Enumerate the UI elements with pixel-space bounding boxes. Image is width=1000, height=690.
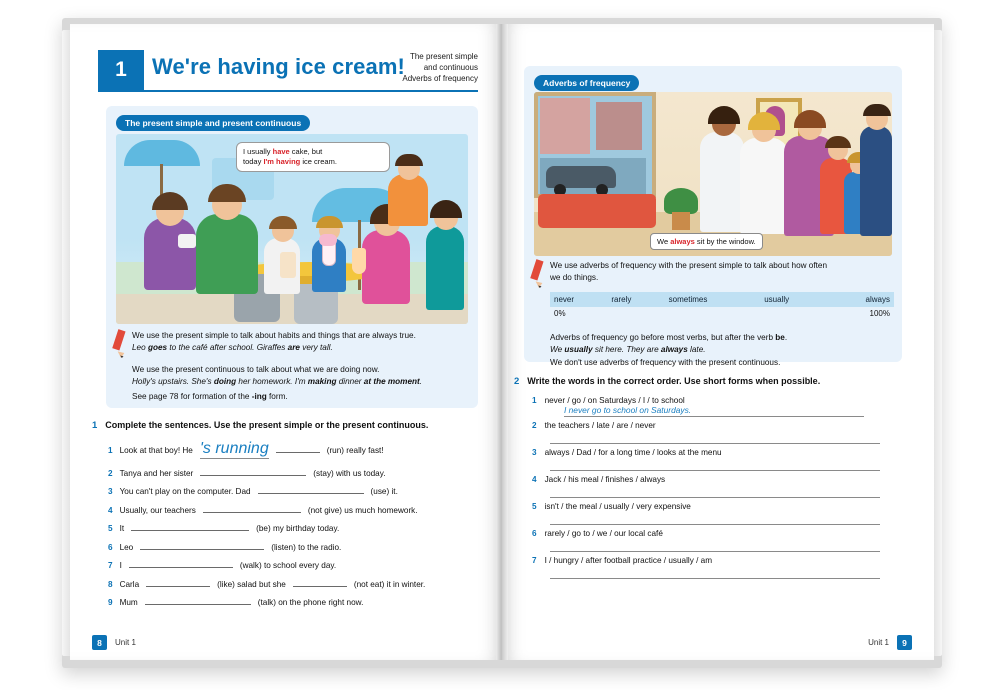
footer-label: Unit 1: [868, 638, 889, 647]
item-prompt: always / Dad / for a long time / looks at the menu: [544, 448, 722, 457]
pc-ex2-verb: making: [307, 377, 337, 387]
speech-line2-pre: today: [243, 157, 264, 167]
exercise-2: [510, 376, 906, 583]
illustration-caption: [650, 233, 763, 250]
note1-c: .: [784, 333, 788, 342]
item-prompt: I: [119, 561, 122, 570]
freq-adverb-rarely: rarely: [611, 295, 632, 304]
objective-line-1: The present simple: [409, 52, 478, 61]
page-number: 9: [897, 635, 912, 650]
list-item[interactable]: [108, 503, 484, 515]
note1-be: be: [775, 333, 785, 342]
item-number: 1: [108, 446, 113, 455]
right-page-footer: [868, 635, 912, 650]
grammar-box-present-simple-continuous: [106, 106, 478, 408]
adverbs-intro-line-2: we do things.: [550, 273, 599, 283]
list-item[interactable]: [108, 484, 484, 496]
frequency-adverbs-row: [550, 292, 894, 307]
exercise-2-number: 2: [514, 376, 520, 387]
item-cue: (listen) to the radio.: [271, 542, 342, 552]
item-answer-blank[interactable]: [550, 430, 880, 444]
item-prompt: rarely / go to / we / our local café: [544, 529, 663, 538]
item-prompt: It: [119, 524, 125, 533]
item-prompt: Mum: [119, 598, 138, 607]
ps-ex2-verb: are: [287, 343, 300, 353]
unit-number-badge: 1: [98, 50, 144, 90]
answer-blank[interactable]: [129, 558, 233, 568]
caption-post: sit by the window.: [694, 237, 756, 246]
pencil-icon: [528, 258, 545, 288]
grammar-ps-line1: We use the present simple to talk about habits and things that are always true.: [132, 331, 416, 340]
item-number: 5: [532, 502, 537, 511]
ps-ex1-verb: goes: [147, 343, 168, 353]
ps-ex1-c: to the café after school.: [167, 343, 255, 353]
note-line-3: We don't use adverbs of frequency with the present continuous.: [550, 357, 781, 367]
item-prompt: never / go / on Saturdays / I / to school: [544, 396, 685, 405]
item-number: 4: [108, 505, 113, 515]
freq-percent-max: 100%: [869, 309, 890, 318]
title-divider: [98, 90, 478, 92]
answer-blank[interactable]: [276, 443, 320, 453]
answer-blank[interactable]: [200, 466, 306, 476]
grammar-box-adverbs-of-frequency: [524, 66, 902, 367]
pc-ex2-end: .: [419, 377, 423, 387]
section-tab-adverbs-of-frequency: Adverbs of frequency: [534, 75, 639, 91]
section-tab-present-simple-continuous: The present simple and present continuous: [116, 115, 310, 131]
answer-blank[interactable]: [258, 484, 364, 494]
item-number: 5: [108, 524, 113, 533]
note2-e: late.: [687, 345, 706, 355]
note-line-2: [550, 344, 894, 356]
item-cue: (use) it.: [370, 487, 398, 496]
item-cue: (stay) with us today.: [313, 468, 386, 478]
note1-a: Adverbs of frequency go before most verbs, but after the verb: [550, 333, 776, 342]
list-item[interactable]: [532, 396, 906, 417]
ps-ex1-a: Leo: [132, 343, 148, 353]
item-number: 6: [532, 529, 537, 538]
item-number: 7: [108, 561, 113, 570]
item-cue: (not eat) it in winter.: [353, 579, 426, 589]
list-item[interactable]: [108, 540, 484, 552]
left-page-footer: [92, 635, 136, 650]
item-answer-blank[interactable]: [550, 457, 880, 471]
item-prompt: I / hungry / after football practice / usually / am: [544, 556, 713, 565]
pc-note-a: See page 78 for formation of the: [132, 391, 252, 401]
list-item[interactable]: [532, 502, 906, 525]
pc-ex1-verb: doing: [213, 377, 237, 387]
item-mid: (like) salad but she: [217, 579, 286, 589]
item-prompt: isn't / the meal / usually / very expensive: [544, 502, 691, 511]
grammar-pc-line1: We use the present continuous to talk about what we are doing now.: [132, 365, 380, 374]
list-item[interactable]: [108, 577, 484, 589]
item-answer[interactable]: 's running: [199, 440, 269, 457]
speech-line1-pre: I usually: [243, 147, 273, 156]
answer-blank[interactable]: [140, 540, 264, 550]
restaurant-scene-illustration: [534, 92, 892, 256]
note2-usually: usually: [564, 345, 593, 355]
freq-percent-min: 0%: [554, 309, 566, 318]
footer-label: Unit 1: [115, 638, 136, 647]
item-number: 4: [532, 475, 537, 484]
freq-adverb-never: never: [554, 295, 575, 304]
item-answer-blank[interactable]: [550, 538, 880, 552]
frequency-percent-row: [550, 307, 894, 320]
objective-line-3: Adverbs of frequency: [402, 73, 478, 83]
item-cue: (talk) on the phone right now.: [257, 598, 364, 607]
adverbs-intro-line-1: We use adverbs of frequency with the present simple to talk about how often: [550, 261, 828, 270]
right-page: [504, 24, 934, 660]
grammar-text-present-simple: [132, 330, 468, 355]
item-answer[interactable]: I never go to school on Saturdays.: [564, 405, 864, 417]
freq-adverb-usually: usually: [764, 295, 790, 304]
grammar-ps-line2: [132, 342, 468, 354]
answer-blank[interactable]: [203, 503, 301, 513]
freq-adverb-sometimes: sometimes: [668, 295, 708, 304]
item-number: 2: [108, 468, 113, 478]
item-answer-blank[interactable]: [550, 511, 880, 525]
item-prompt: You can't play on the computer. Dad: [119, 487, 251, 496]
item-answer-blank[interactable]: [550, 484, 880, 498]
item-number: 8: [108, 579, 113, 589]
objective-line-2: and continuous: [423, 62, 478, 72]
left-page: [70, 24, 500, 660]
exercise-2-instruction: Write the words in the correct order. Use short forms when possible.: [527, 376, 821, 386]
grammar-pc-line2: [132, 376, 468, 388]
page-number: 8: [92, 635, 107, 650]
item-cue: (be) my birthday today.: [256, 524, 340, 533]
item-number: 3: [532, 448, 537, 457]
exercise-2-items: [532, 396, 906, 579]
speech-bubble: [236, 142, 390, 172]
book-spine: [496, 24, 508, 660]
speech-line1-bold: have: [272, 147, 290, 156]
item-prompt: Tanya and her sister: [119, 468, 194, 478]
item-number: 7: [532, 556, 537, 565]
unit-header: [98, 50, 478, 96]
list-item[interactable]: [532, 421, 906, 444]
pc-ex2-c: dinner: [336, 377, 364, 387]
exercise-1-instruction: Complete the sentences. Use the present simple or the present continuous.: [105, 420, 429, 430]
answer-blank[interactable]: [131, 521, 249, 531]
caption-pre: We: [657, 237, 671, 246]
note2-a: We: [550, 345, 565, 355]
unit-objectives: [366, 52, 478, 84]
pc-ex1-a: Holly's upstairs. She's: [132, 377, 214, 387]
note2-always: always: [660, 345, 688, 355]
caption-bold: always: [670, 237, 695, 246]
pc-ex1-c: her homework.: [236, 377, 293, 387]
list-item[interactable]: [108, 466, 484, 478]
item-number: 3: [108, 487, 113, 496]
item-number: 9: [108, 598, 113, 607]
item-number: 2: [532, 421, 537, 430]
note2-c: sit here. They are: [592, 345, 661, 355]
freq-adverb-always: always: [865, 295, 890, 304]
answer-blank[interactable]: [146, 577, 210, 587]
item-cue: (run) really fast!: [326, 446, 384, 455]
item-number: 1: [532, 396, 537, 405]
item-number: 6: [108, 542, 113, 552]
item-prompt: Leo: [119, 542, 134, 552]
list-item[interactable]: [108, 558, 484, 570]
page-edge-right: [933, 30, 942, 656]
frequency-scale: [550, 292, 894, 320]
adverbs-grammar-notes: [550, 332, 894, 369]
answer-blank[interactable]: [145, 595, 251, 605]
answer-blank-2[interactable]: [293, 577, 347, 587]
item-cue: (walk) to school every day.: [239, 561, 337, 570]
speech-line2-post: ice cream.: [300, 157, 337, 167]
list-item[interactable]: [108, 440, 484, 459]
list-item[interactable]: [532, 475, 906, 498]
exercise-1-items: [108, 440, 484, 607]
item-prompt: the teachers / late / are / never: [544, 421, 656, 430]
pc-note-ing: -ing: [251, 391, 267, 401]
list-item[interactable]: [108, 521, 484, 533]
pencil-icon: [110, 328, 127, 358]
list-item[interactable]: [532, 529, 906, 552]
speech-line1-post: cake, but: [289, 147, 323, 156]
item-prompt: Usually, our teachers: [119, 505, 196, 515]
adverbs-intro-text: [550, 260, 894, 285]
note-line-1: [550, 332, 894, 344]
exercise-1-number: 1: [92, 420, 98, 431]
list-item[interactable]: [532, 448, 906, 471]
list-item[interactable]: [532, 556, 906, 579]
ps-ex2-c: very tall.: [299, 343, 333, 353]
pc-ex2-a: I'm: [292, 377, 308, 387]
grammar-pc-line3: [132, 391, 468, 403]
item-cue: (not give) us much homework.: [307, 505, 418, 515]
ps-ex2-a: Giraffes: [254, 343, 288, 353]
speech-line2-bold: I'm having: [263, 157, 301, 167]
pc-ex2-adv: at the moment: [363, 377, 420, 387]
item-answer-blank[interactable]: [550, 565, 880, 579]
item-prompt: Carla: [119, 579, 140, 589]
cafe-scene-illustration: [116, 134, 468, 324]
grammar-text-present-continuous: [132, 364, 468, 403]
item-prompt: Look at that boy! He: [119, 446, 193, 455]
page-title: We're having ice cream!: [152, 54, 405, 79]
item-prompt: Jack / his meal / finishes / always: [544, 475, 666, 484]
pc-note-c: form.: [266, 391, 288, 401]
exercise-1: [92, 420, 484, 614]
list-item[interactable]: [108, 595, 484, 607]
